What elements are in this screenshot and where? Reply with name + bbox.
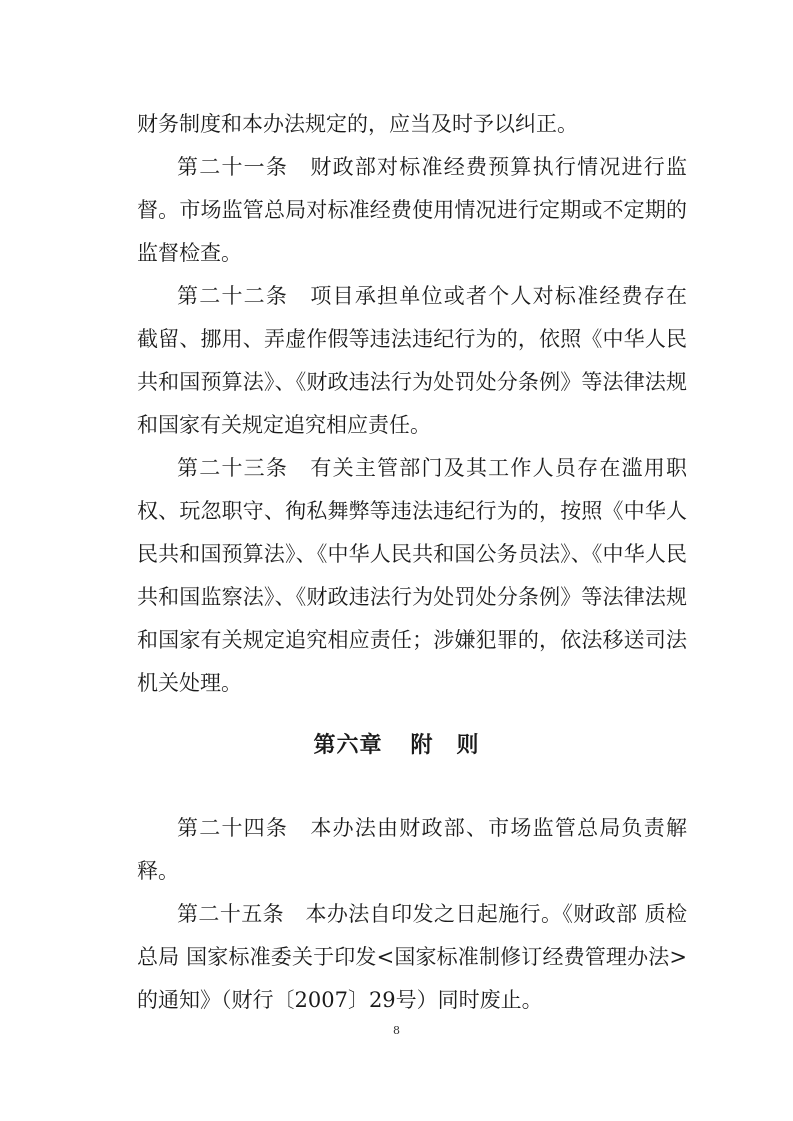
text-line: 共和国监察法》、《财政违法行为处罚处分条例》等法律法规: [137, 585, 687, 609]
text-line: 权、玩忽职守、徇私舞弊等违法违纪行为的，按照《中华人: [137, 499, 687, 523]
chapter-title: 附 则: [410, 733, 480, 758]
text-line: 民共和国预算法》、《中华人民共和国公务员法》、《中华人民: [137, 542, 687, 566]
text-line: 机关处理。: [137, 671, 242, 695]
chapter-number: 第六章: [313, 733, 383, 758]
text-line: 总局 国家标准委关于印发<国家标准制修订经费管理办法>: [137, 945, 687, 969]
text-line: 和国家有关规定追究相应责任；涉嫌犯罪的，依法移送司法: [137, 628, 687, 652]
article-25-heading-line: 第二十五条 本办法自印发之日起施行。《财政部 质检: [177, 902, 687, 926]
text-line: 释。: [137, 859, 179, 883]
text-line: 和国家有关规定追究相应责任。: [137, 413, 431, 437]
text-line: 督。市场监管总局对标准经费使用情况进行定期或不定期的: [137, 198, 687, 222]
text-line: 共和国预算法》、《财政违法行为处罚处分条例》等法律法规: [137, 370, 687, 394]
text-line: 截留、挪用、弄虚作假等违法违纪行为的，依照《中华人民: [137, 327, 687, 351]
article-23-heading-line: 第二十三条 有关主管部门及其工作人员存在滥用职: [177, 456, 687, 480]
text-line: 监督检查。: [137, 241, 242, 265]
article-24-heading-line: 第二十四条 本办法由财政部、市场监管总局负责解: [177, 816, 687, 840]
article-21-heading-line: 第二十一条 财政部对标准经费预算执行情况进行监: [177, 155, 687, 179]
article-22-heading-line: 第二十二条 项目承担单位或者个人对标准经费存在: [177, 284, 687, 308]
text-line: 的通知》（财行〔2007〕29号）同时废止。: [137, 988, 543, 1012]
page-number: 8: [393, 1024, 400, 1037]
chapter-heading: [0, 731, 793, 761]
text-line: 财务制度和本办法规定的，应当及时予以纠正。: [137, 112, 578, 136]
